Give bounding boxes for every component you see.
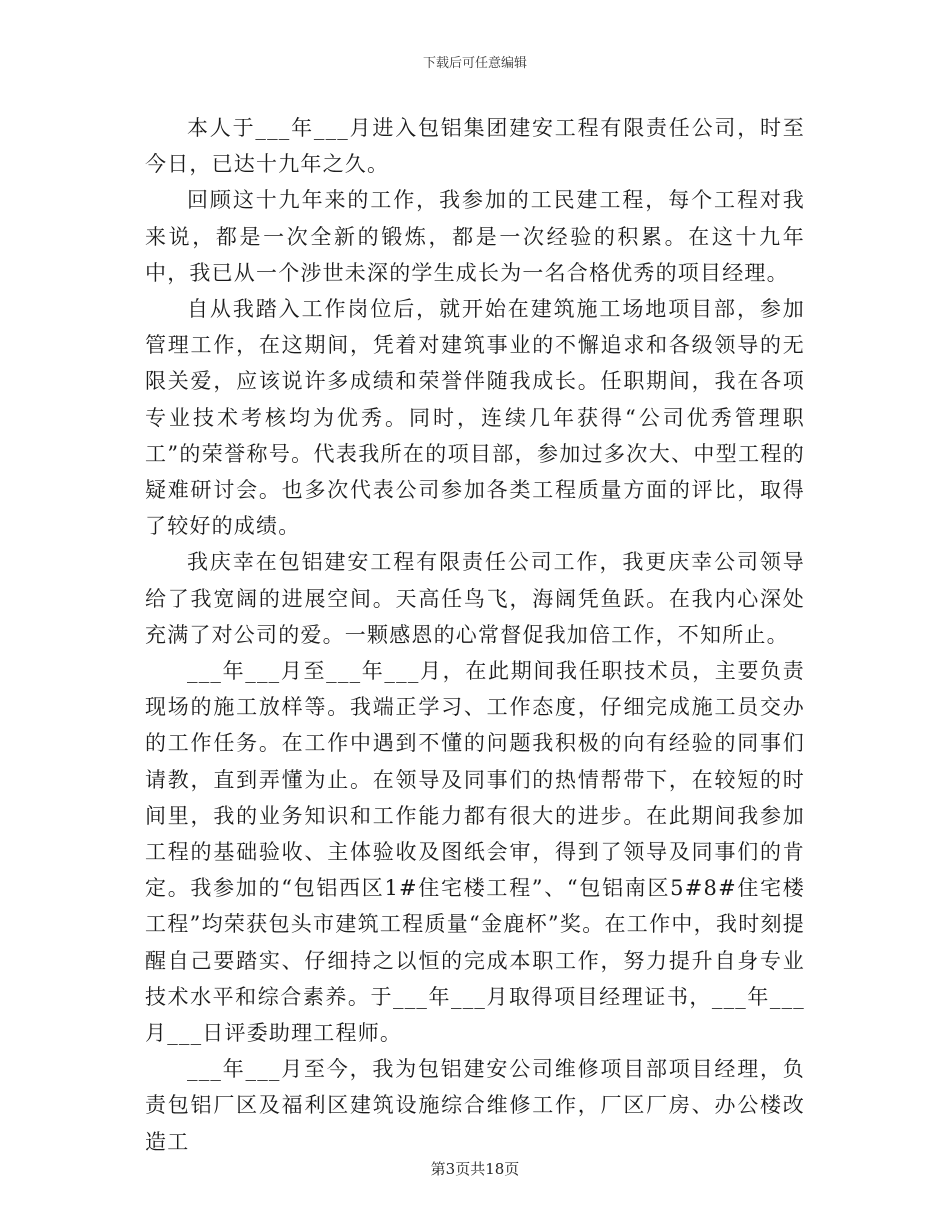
paragraph-technician: ___年___月至___年___月，在此期间我任职技术员，主要负责现场的施工放样等。我端正学习、工作态度，仔细完成施工员交办的工作任务。在工作中遇到不懂的问题我积极的向有经验的同事们请教，直到弄懂为止。在领导及同事们的热情帮带下，在较短的时间里，我的业务知识和工作能力都有很大的进步。在此期间我参加工程的基础验收、主体验收及图纸会审，得到了领导及同事们的肯定。我参加的“包铝西区1#住宅楼工程”、“包铝南区5#8#住宅楼工程”均荣获包头市建筑工程质量“金鹿杯”奖。在工作中，我时刻提醒自己要踏实、仔细持之以恒的完成本职工作，努力提升自身专业技术水平和综合素养。于___年___月取得项目经理证书，___年___月___日评委助理工程师。 — [145, 659, 805, 1046]
paragraph-gratitude: 我庆幸在包铝建安工程有限责任公司工作，我更庆幸公司领导给了我宽阔的进展空间。天高任鸟飞，海阔凭鱼跃。在我内心深处充满了对公司的爱。一颗感恩的心常督促我加倍工作，不知所止。 — [145, 550, 805, 647]
page-footer: 第3页共18页 — [430, 1160, 520, 1178]
paragraph-review: 回顾这十九年来的工作，我参加的工民建工程，每个工程对我来说，都是一次全新的锻炼，都是一次经验的积累。在这十九年中，我已从一个涉世未深的学生成长为一名合格优秀的项目经理。 — [145, 188, 805, 285]
paragraph-intro: 本人于___年___月进入包铝集团建安工程有限责任公司，时至今日，已达十九年之久。 — [145, 116, 805, 177]
document-body — [145, 110, 805, 1160]
paragraph-career: 自从我踏入工作岗位后，就开始在建筑施工场地项目部，参加管理工作，在这期间，凭着对建筑事业的不懈追求和各级领导的无限关爱，应该说许多成绩和荣誉伴随我成长。任职期间，我在各项专业技术考核均为优秀。同时，连续几年获得“公司优秀管理职工”的荣誉称号。代表我所在的项目部，参加过多次大、中型工程的疑难研讨会。也多次代表公司参加各类工程质量方面的评比，取得了较好的成绩。 — [145, 297, 805, 539]
page-header: 下载后可任意编辑 — [422, 56, 527, 71]
paragraph-manager: ___年___月至今，我为包铝建安公司维修项目部项目经理，负责包铝厂区及福利区建筑设施综合维修工作，厂区厂房、办公楼改造工 — [145, 1057, 805, 1154]
